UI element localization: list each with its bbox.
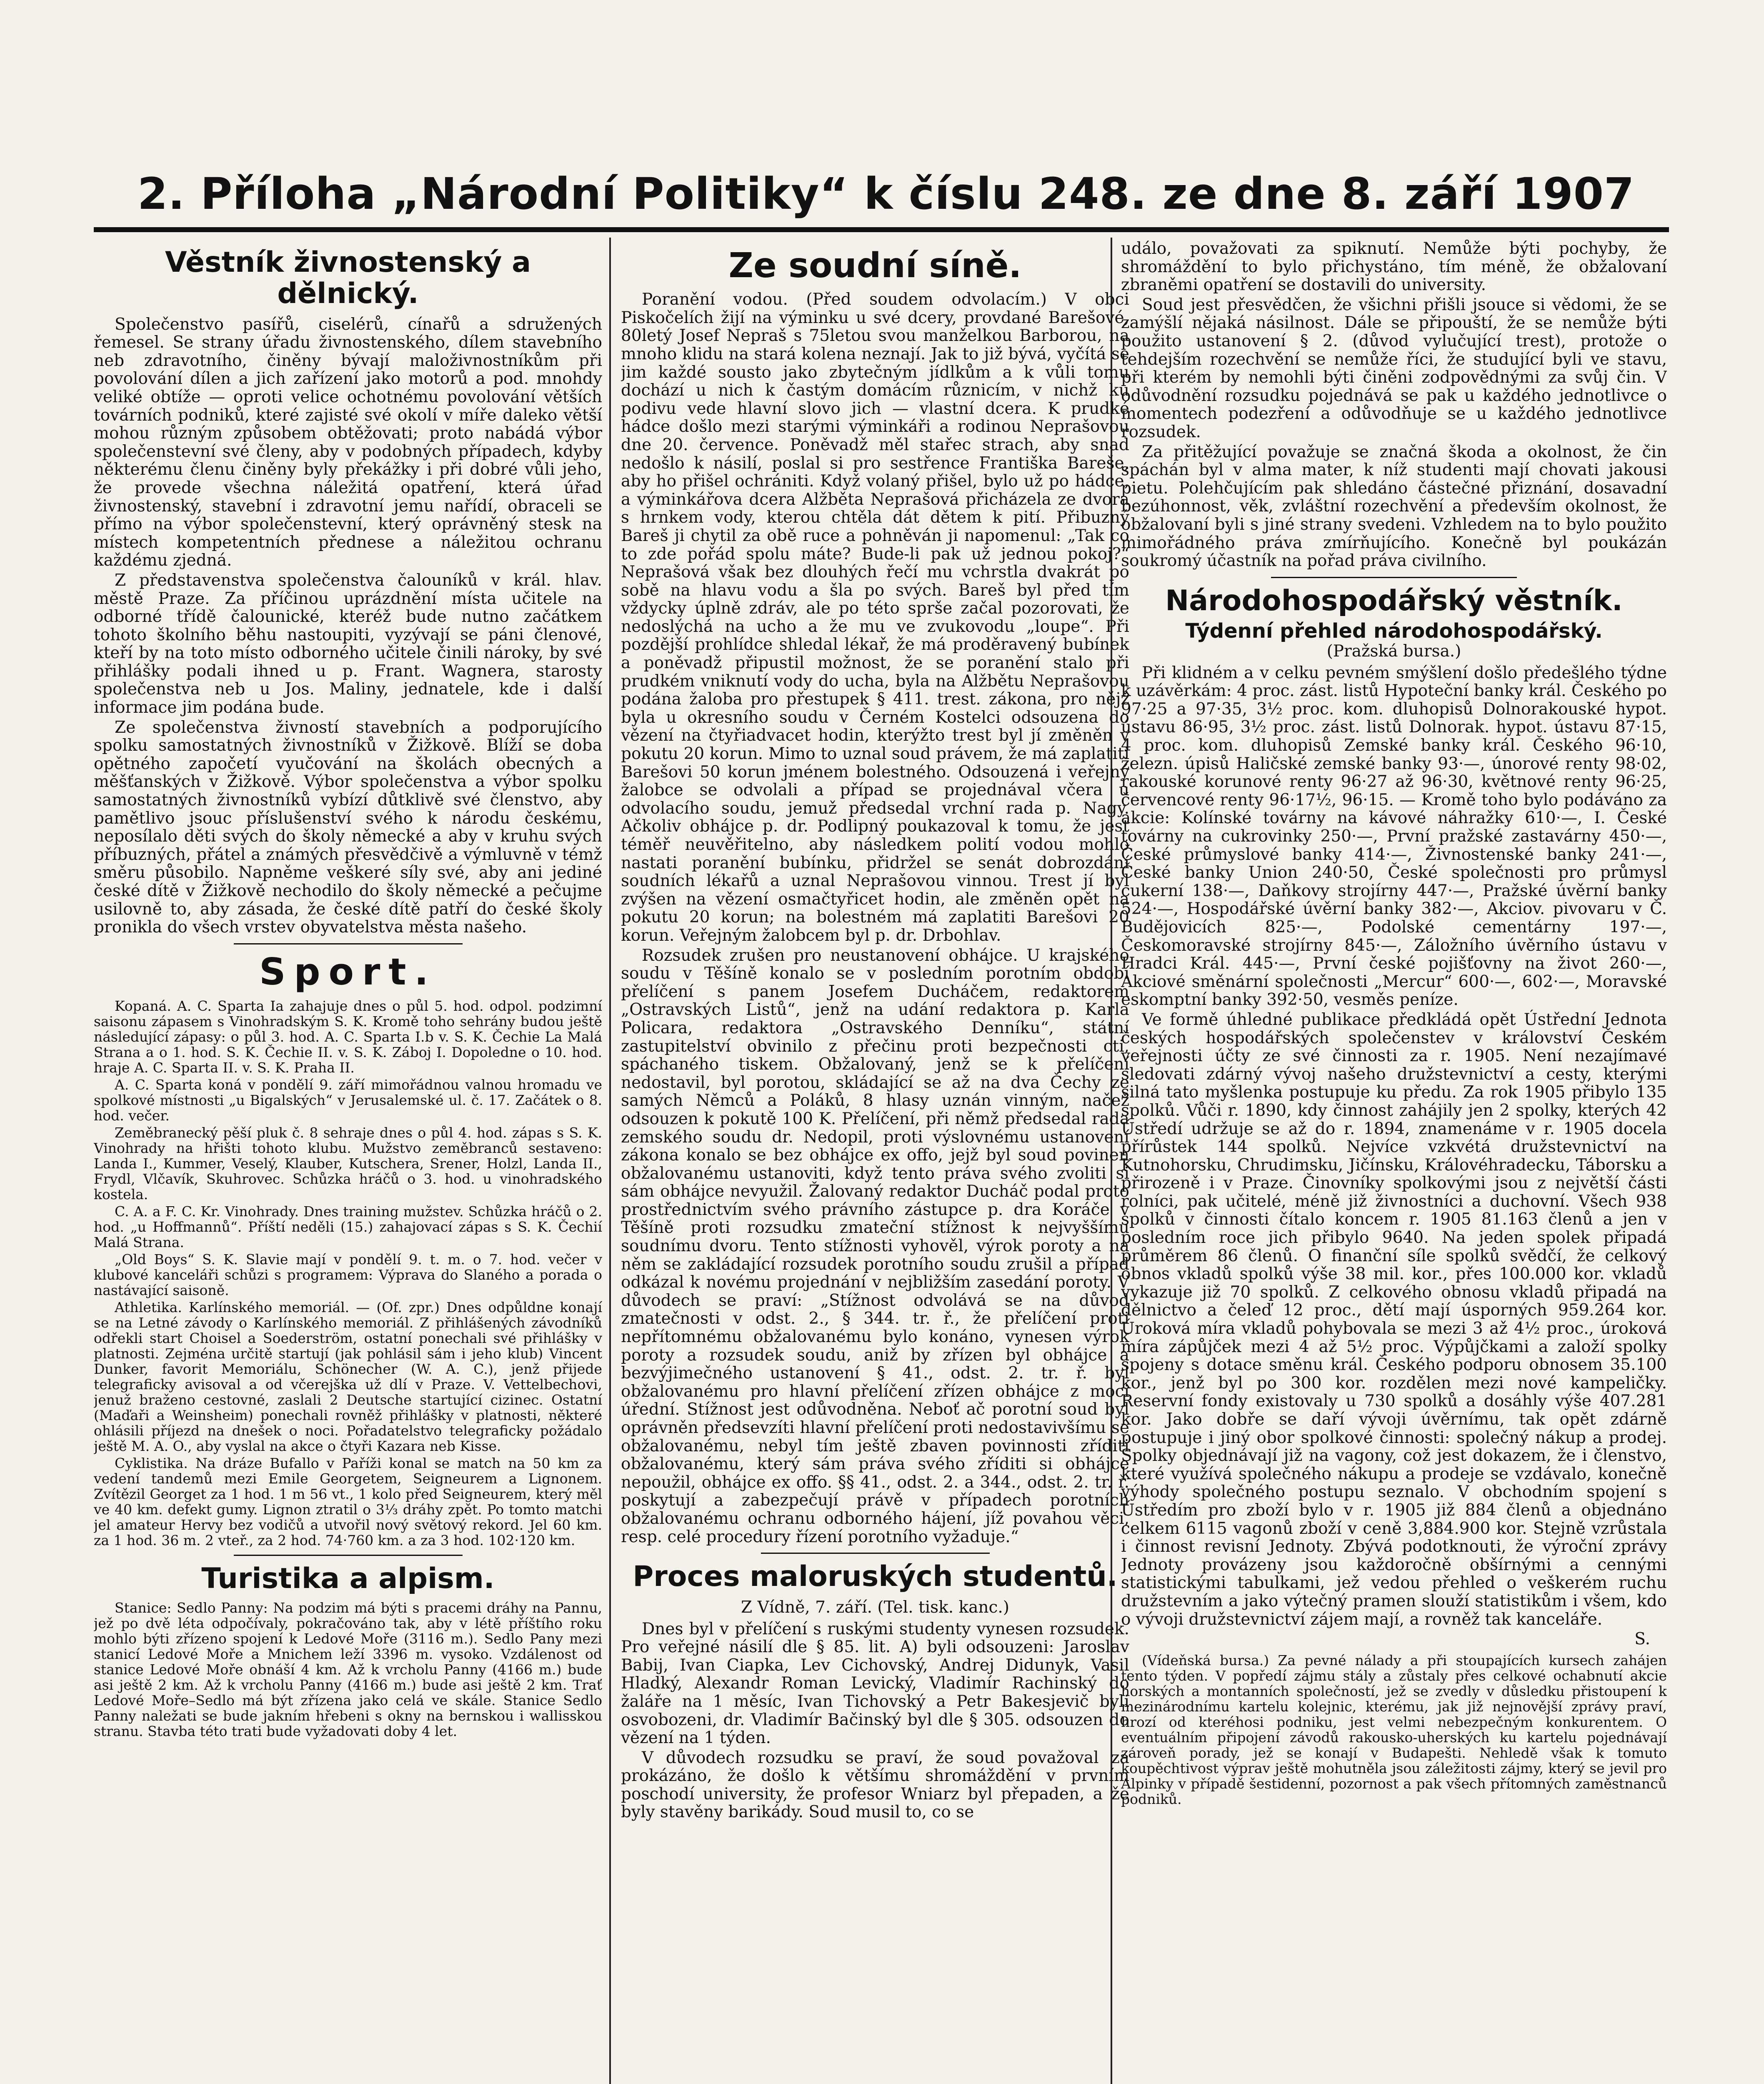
section-divider	[234, 1555, 463, 1556]
trial-section-title: Proces maloruských studentů.	[633, 1560, 1118, 1593]
article-paragraph: Rozsudek zrušen pro neustanovení obhájce. U krajského soudu v Těšíně konalo se v posledním porotním období přelíčení s panem Josefem Ducháčem, redaktorem „Ostravských Listů“, jenž na udání redaktora p. Karla Policara, redaktora „Ostravského Denníku“, státní zastupitelství obvinilo z přečinu proti bezpečnosti cti, spáchaného tiskem. Obžalovaný, jenž se k přelíčení nedostavil, byl porotou, skládající se až na dva Čechy ze samých Němců a Poláků, 8 hlasy uznán vinným, načež odsouzen k pokutě 100 K. Přelíčení, při němž předsedal rada zemského soudu dr. Nedopil, proti výslovnému ustanovení zákona konalo se bez obhájce ex offo, jejž byl soud povinen obžalovanému ustanoviti, když tento práva svého zvoliti si sám obhájce nevyužil. Žalovaný redaktor Ducháč podal proto prostřednictvím svého právního zástupce p. dra Koráče v Těšíně proti rozsudku zmateční stížnost k nejvyššímu soudnímu dvoru. Tento stížnosti vyhověl, výrok poroty a na něm se zakládající rozsudek porotního soudu zrušil a případ odkázal k novému projednání v nejbližším zasedání poroty. V důvodech se praví: „Stížnost odvolává se na důvod zmatečnosti v odst. 2., § 344. tr. ř., že přelíčení proti nepřítomnému obžalovanému bylo konáno, vynesen výrok poroty a rozsudek soudu, aniž by zřízen byl obhájce a bezvýjimečného ustanovení § 41., odst. 2. tr. ř. byl obžalovanému pro hlavní přelíčení zřízen obhájce z moci úřední. Stížnost jest odůvodněna. Neboť ač porotní soud byl oprávněn předsevzíti hlavní přelíčení proti nedostavivšímu se obžalovanému, nebyl tím ještě zbaven povinnosti zříditi obžalovanému, který sám práva svého zříditi si obhájce nepoužil, obhájce ex offo. §§ 41., odst. 2. a 344., odst. 2. tr. ř. poskytují a zabezpečují právě v případech porotních obžalovanému ochranu odborného hájení, jíž povahou věci, resp. celé procedury řízení porotního vyžaduje.“	[621, 946, 1129, 1546]
column-divider-1	[609, 238, 611, 2084]
column-right	[1121, 240, 1667, 2084]
article-paragraph: Ze společenstva živností stavebních a podporujícího spolku samostatných živnostníků v Žižkově. Blíží se doba opětného započetí vyučování na školách obecných a měšťanských v Žižkově. Výbor společenstva a výbor spolku samostatných živnostníků vybízí důtklivě své členstvo, aby pamětlivo jsouc příslušenství svého k národu českému, neposílalo děti svých do školy německé a aby v kruhu svých příbuzných, přátel a známých přesvědčivě a výmluvně v témž směru působilo. Napněme veškeré síly své, aby ani jediné české dítě v Žižkově nechodilo do školy německé a pečujme usilovně to, aby zásada, že české dítě patří do české školy pronikla do všech vrstev obyvatelstva města našeho.	[94, 718, 602, 937]
article-paragraph: „Old Boys“ S. K. Slavie mají v pondělí 9. t. m. o 7. hod. večer v klubové kanceláři schůzi s programem: Výprava do Slaného a porada o nastávající saisoně.	[94, 1251, 602, 1298]
article-paragraph: Soud jest přesvědčen, že všichni přišli jsouce si vědomi, že se zamýšlí nějaká násilnost. Dále se připouští, že se nemůže býti použito ustanovení § 2. (důvod vylučující trest), protože o tehdejším rozechvění se nemůže říci, že studující byli ve stavu, při kterém by nemohli býti činěni zodpovědnými za svůj čin. V odůvodnění rozsudku pojednává se pak u každého jednotlivce o momentech podezření a odůvodňuje se u každého jednotlivce rozsudek.	[1121, 295, 1667, 441]
economy-subtitle: Týdenní přehled národohospodářský.	[1185, 619, 1603, 643]
article-paragraph: Za přitěžující považuje se značná škoda a okolnost, že čin spáchán byl v alma mater, k níž studenti mají chovati jakousi pietu. Polehčujícím pak shledáno částečné přiznání, dosavadní bezúhonnost, věk, zvláštní rozechvění a především okolnost, že obžalovaní byli s jiné strany svedeni. Vzhledem na to bylo použito mimořádného práva zmírňujícího. Konečně byl poukázán soukromý účastník na pořad práva civilního.	[1121, 442, 1667, 571]
article-paragraph: Stanice: Sedlo Panny: Na podzim má býti s pracemi dráhy na Pannu, jež po dvě léta odpočívaly, pokračováno tak, aby v létě příštího roku mohlo býti zřízeno spojení k Ledové Moře (3116 m.). Sedlo Pany mezi stanicí Ledové Moře a Mnichem leží 3396 m. vysoko. Vzdálenost od stanice Ledové Moře obnáší 4 km. Až k vrcholu Panny (4166 m.) bude asi ještě 2 km. Až k vrcholu Panny (4166 m.) bude asi ještě 2 km. Trať Ledové Moře–Sedlo má být zřízena jako celá ve skále. Stanice Sedlo Panny naležati se bude jakním hřebeni s okny na bernskou i wallisskou stranu. Stavba této trati bude vyžadovati doby 4 let.	[94, 1600, 602, 1740]
article-paragraph: událo, považovati za spiknutí. Nemůže býti pochyby, že shromáždění to bylo přichystáno, tím méně, že obžalovaní zbraněmi opatření se dostavili do university.	[1121, 240, 1667, 295]
article-paragraph: (Vídeňská bursa.) Za pevné nálady a při stoupajících kursech zahájen tento týden. V popředí zájmu stály a zůstaly přes celkové ochabnutí akcie horských a montanních společností, jež se zvedly v důsledku přistoupení k mezinárodnímu kartelu kolejnic, kterému, jak již nejnovější zprávy praví, hrozí od kteréhosi podniku, jest velmi nebezpečným konkurentem. O eventuálním připojení závodů rakousko-uherských ku kartelu pojednávají zároveň porady, jež se konají v Budapešti. Nehledě však k tomuto koupěchtivost výprav ještě mohutněla jsou záležitosti zájmy, který se jevil pro Alpinky v případě šestidenní, pozornost a pak všech přítomných zaměstnanců podniků.	[1121, 1652, 1667, 1807]
sport-section-title: Sport.	[259, 950, 437, 993]
tourism-section-title: Turistika a alpism.	[201, 1562, 495, 1595]
article-paragraph: V důvodech rozsudku se praví, že soud považoval za prokázáno, že došlo k většímu shromáždění v prvním poschodí university, že profesor Wniarz byl přepaden, a že byly stavěny barikády. Soud musil to, co se	[621, 1748, 1129, 1822]
article-paragraph: Kopaná. A. C. Sparta Ia zahajuje dnes o půl 5. hod. odpol. podzimní saisonu zápasem s Vinohradským S. K. Kromě toho sehrány budou ještě následující zápasy: o půl 3. hod. A. C. Sparta I.b v. S. K. Čechie La Malá Strana a o 1. hod. S. K. Čechie II. v. S. K. Záboj I. Dopoledne o 10. hod. hraje A. C. Sparta II. v. S. K. Praha II.	[94, 997, 602, 1076]
column-middle	[621, 240, 1129, 2084]
article-paragraph: Cyklistika. Na dráze Bufallo v Paříži konal se match na 50 km za vedení tandemů mezi Emile Georgetem, Seigneurem a Lignonem. Zvítězil Georget za 1 hod. 1 m 56 vt., 1 kolo před Seigneurem, který měl ve 40 km. defekt gumy. Lignon ztratil o 3⅓ dráhy zpět. Po tomto matchi jel amateur Hervy bez vodičů a utvořil nový světový rekord. Jel 60 km. za 1 hod. 36 m. 2 vteř., za 2 hod. 74·760 km. a za 3 hod. 102·120 km.	[94, 1455, 602, 1548]
article-paragraph: C. A. a F. C. Kr. Vinohrady. Dnes training mužstev. Schůzka hráčů o 2. hod. „u Hoffmannů“. Příští neděli (15.) zahajovací zápas s S. K. Čechií Malá Strana.	[94, 1203, 602, 1250]
trades-section-title: Věstník živnostenský a dělnický.	[165, 246, 531, 310]
supplement-banner: 2. Příloha „Národní Politiky“ k číslu 248. ze dne 8. září 1907	[138, 168, 1635, 219]
article-paragraph: Ve formě úhledné publikace předkládá opět Ústřední Jednota českých hospodářských společenstev v království Českém veřejnosti účty ze své činnosti za r. 1905. Není nezajímavé sledovati zdárný vývoj našeho družstevnictví a cesty, kterými silná tato myšlenka postupuje ku předu. Za rok 1905 přibylo 135 spolků. Vůči r. 1890, kdy činnost zahájily jen 2 spolky, kterých 42 Ústředí udržuje se až do r. 1894, znamenáme v r. 1905 docela přírůstek 144 spolků. Nejvíce vzkvétá družstevnictví na Kutnohorsku, Chrudimsku, Jičínsku, Královéhradecku, Táborsku a přirozeně i v Praze. Činovníky spolkovými jsou z největší části rolníci, pak učitelé, méně již živnostníci a duchovní. Všech 938 spolků v činnosti čítalo koncem r. 1905 81.163 členů a jen v posledním roce jich přibylo 9640. Na jeden spolek připadá průměrem 86 členů. O finanční síle spolků svědčí, že celkový obnos vkladů spolků výše 38 mil. kor., přes 100.000 kor. vkladů vykazuje již 70 spolků. Z celkového obnosu vkladů připadá na dělnictvo a čeleď 12 proc., dětí mají úsporných 959.264 kor. Úroková míra vkladů pohybovala se mezi 3 až 4½ proc., úroková míra zápůjček mezi 4 až 5½ proc. Výpůjčkami a založí spolky spojeny s dotace směnu král. Českého podporu obnosem 35.100 kor., jenž byl po 300 kor. rozdělen mezi nové kampeličky. Reservní fondy existovaly u 730 spolků a dosáhly výše 407.281 kor. Jako dobře se daří vývoji úvěrnímu, tak opět zdárně postupuje i jiný obor spolkové činnosti: společný nákup a prodej. Spolky objednávají již na vagony, což jest dokazem, že i členstvo, které využívá společného nákupu a prodeje se vzdávalo, konečně výhody společného postupu seznalo. V obchodním spojení s Ústředím pro zboží bylo v r. 1905 již 884 členů a objednáno celkem 6115 vagonů zboží v ceně 3,884.900 kor. Stejně vzrůstala i činnost revisní Jednoty. Zbývá podotknouti, že výroční zprávy Jednoty provázeny jsou každoročně obšírnými a cennými statistickými tabulkami, jež vedou přehled o veškerém ruchu družstevním a jako výtečný pramen slouží statistikům i všem, kdo o vývoji družstevnictví zájem mají, a rovněž tak kanceláře.	[1121, 1010, 1667, 1629]
economy-subnote: (Pražská bursa.)	[1326, 642, 1461, 661]
article-paragraph: Dnes byl v přelíčení s ruskými studenty vynesen rozsudek. Pro veřejné násilí dle § 85. lit. A) byli odsouzeni: Jaroslav Babij, Ivan Ciapka, Lev Cichovský, Andrej Didunyk, Vasil Hladký, Alexandr Roman Levický, Vladimír Rachinský do žaláře na 1 měsíc, Ivan Tichovský a Petr Bakesjevič byli osvobozeni, dr. Vladimír Bačinský byl dle § 305. odsouzen do vězení na 1 týden.	[621, 1619, 1129, 1748]
economy-section-title: Národohospodářský věstník.	[1165, 584, 1623, 617]
court-section-title: Ze soudní síně.	[728, 246, 1022, 286]
top-rule	[94, 227, 1669, 232]
section-divider	[761, 1553, 990, 1554]
section-divider	[1271, 577, 1517, 578]
column-left	[94, 240, 602, 2084]
trial-dateline: Z Vídně, 7. září. (Tel. tisk. kanc.)	[741, 1598, 1009, 1617]
signature: S.	[1634, 1630, 1650, 1649]
section-divider	[234, 943, 463, 944]
article-paragraph: Poranění vodou. (Před soudem odvolacím.) V obci Piskočelích žijí na výminku u své dcery, provdané Barešové, 80letý Josef Nepraš s 75letou svou manželkou Barborou, na mnoho klidu na stará kolena neznají. Jak to již bývá, vyčítá se jim každé sousto jako zbytečným jídlkům a k vůli tomu dochází u nich k častým domácím různicím, v nichž ku podivu vede hlavní slovo jich — vlastní dcera. K prudké hádce došlo mezi starými výminkáři a rodinou Neprašovou dne 20. července. Poněvadž měl stařec strach, aby snad nedošlo k násilí, poslal si pro sestřence Františka Bareše, aby ho přišel ochrániti. Když volaný přišel, bylo už po hádce, a výminkářova dcera Alžběta Neprašová přicházela ze dvora s hrnkem vody, kterou chtěla dát dětem k pití. Přibuzný Bareš ji chytil za obě ruce a pohněván ji napomenul: „Tak co to zde pořád spolu máte? Bude-li pak už jednou pokoj?“ Neprašová však bez dlouhých řečí mu vchrstla dvakrát po sobě na hlavu vodu a šla po svých. Bareš byl před tím vždycky úplně zdráv, ale po této sprše začal pozorovati, že nedoslýchá na ucho a že mu ve zvukovodu „loupe“. Při pozdější prohlídce shledal lékař, že má proděravený bubínek a poněvadž připustil možnost, že se poranění stalo při prudkém vniknutí vody do ucha, byla na Alžbětu Neprašovou podána žaloba pro přestupek § 411. trest. zákona, pro nějž byla u okresního soudu v Černém Kostelci odsouzena do vězení na čtyřiadvacet hodin, kterýžto trest byl jí změněn v pokutu 20 korun. Mimo to uznal soud právem, že má zaplatiti Barešovi 50 korun jménem bolestného. Odsouzená i veřejný žalobce se odvolali a případ se projednával včera u odvolacího soudu, jemuž předsedal vrchní rada p. Nagy. Ačkoliv obhájce p. dr. Podlipný poukazoval k tomu, že jest téměř neuvěřitelno, aby následkem polití vodou mohlo nastati poranění bubínku, přidržel se senát dobrozdání soudních lékařů a uznal Neprašovou vinnou. Trest jí byl zvýšen na vězení osmačtyřicet hodin, ale změněn opět na pokutu 20 korun; na bolestném má zaplatiti Barešovi 20 korun. Veřejným žalobcem byl p. dr. Drbohlav.	[621, 290, 1129, 945]
article-paragraph: Zeměbranecký pěší pluk č. 8 sehraje dnes o půl 4. hod. zápas s S. K. Vinohrady na hřišti tohoto klubu. Mužstvo zeměbranců sestaveno: Landa I., Kummer, Veselý, Klauber, Kutschera, Srener, Holzl, Landa II., Frydl, Vlčavík, Skuhrovec. Schůzka hráčů o 3. hod. u vinohradského kostela.	[94, 1124, 602, 1202]
article-paragraph: Athletika. Karlínského memoriál. — (Of. zpr.) Dnes odpůldne konají se na Letné závody o Karlínského memoriál. Z přihlášených závodníků odřekli start Choisel a Soederström, ostatní ponechali své přihlášky v platnosti. Zejména určitě startují (jak pohlásil sám i jeho klub) Vincent Dunker, favorit Memoriálu, Schönecher (W. A. C.), jenž přijede telegraficky avisoval a od včerejška už dlí v Praze. V. Vettelbechovi, jenuž braženo cestovné, zaslali 2 Deutsche startující cizinec. Ostatní (Maďaři a Weinsheim) ponechali rovněž přihlášky v platnosti, některé ohlásili příjezd na dnešek o noci. Pořadatelstvo telegraficky požádalo ještě M. A. O., aby vyslal na akce o čtyři Kazara neb Kisse.	[94, 1299, 602, 1454]
article-paragraph: Při klidném a v celku pevném smýšlení došlo předešlého týdne k uzávěrkám: 4 proc. zást. listů Hypoteční banky král. Českého po 97·25 a 97·35, 3½ proc. kom. dluhopisů Dolnorakouské hypot. ústavu 86·95, 3½ proc. zást. listů Dolnorak. hypot. ústavu 87·15, 4 proc. kom. dluhopisů Zemské banky král. Českého 96·10, železn. úpisů Haličské zemské banky 93·—, únorové renty 98·02, rakouské korunové renty 96·27 až 96·30, květnové renty 96·25, červencové renty 96·17½, 96·15. — Kromě toho bylo podáváno za akcie: Kolínské továrny na kávové náhražky 610·—, I. České továrny na cukrovinky 250·—, První pražské zastavárny 450·—, České průmyslové banky 414·—, Živnostenské banky 241·—, České banky Union 240·50, České společnosti pro průmysl cukerní 138·—, Daňkovy strojírny 447·—, Pražské úvěrní banky 524·—, Hospodářské úvěrní banky 382·—, Akciov. pivovaru v Č. Budějovicích 825·—, Podolské cementárny 197·—, Českomoravské strojírny 845·—, Záložního úvěrního ústavu v Hradci Král. 445·—, První české pojišťovny na život 260·—, Akciové směnární společnosti „Mercur“ 600·—, 602·—, Moravské eskomptní banky 392·50, vesměs peníze.	[1121, 663, 1667, 1009]
article-paragraph: Společenstvo pasířů, ciselérů, cínařů a sdružených řemesel. Se strany úřadu živnostenského, dílem stavebního neb zdravotního, činěny bývají maloživnostníkům při povolování dílen a jich zařízení jako motorů a pod. mnohdy veliké obtíže — oproti velice ochotnému povolování větších továrních podniků, které zajisté své okolí v míře daleko větší mohou různým způsobem obtěžovati; proto nabádá výbor společenstevní své členy, aby v podobných případech, kdyby některému členu činěny byly překážky i při dobré vůli jeho, že provede všechna náležitá opatření, která úřad živnostenský, stavební i zdravotní jemu nařídí, obraceli se přímo na výbor společenstevní, který oprávněný stesk na místech kompetentních přednese a náležitou ochranu každému zjedná.	[94, 315, 602, 570]
article-paragraph: Z představenstva společenstva čalouníků v král. hlav. městě Praze. Za příčinou uprázdnění místa učitele na odborné třídě čalounické, kteréž bude nutno začátkem tohoto školního běhu nastoupiti, vyzývají se páni členové, kteří by na toto místo odborného učitele činili nároky, by své přihlášky podali ihned u p. Frant. Wagnera, starosty společenstva neb u Jos. Maliny, jednatele, kde i další informace jim podána bude.	[94, 571, 602, 717]
article-paragraph: A. C. Sparta koná v pondělí 9. září mimořádnou valnou hromadu ve spolkové místnosti „u Bigalských“ v Jerusalemské ul. č. 17. Začátek o 8. hod. večer.	[94, 1076, 602, 1124]
